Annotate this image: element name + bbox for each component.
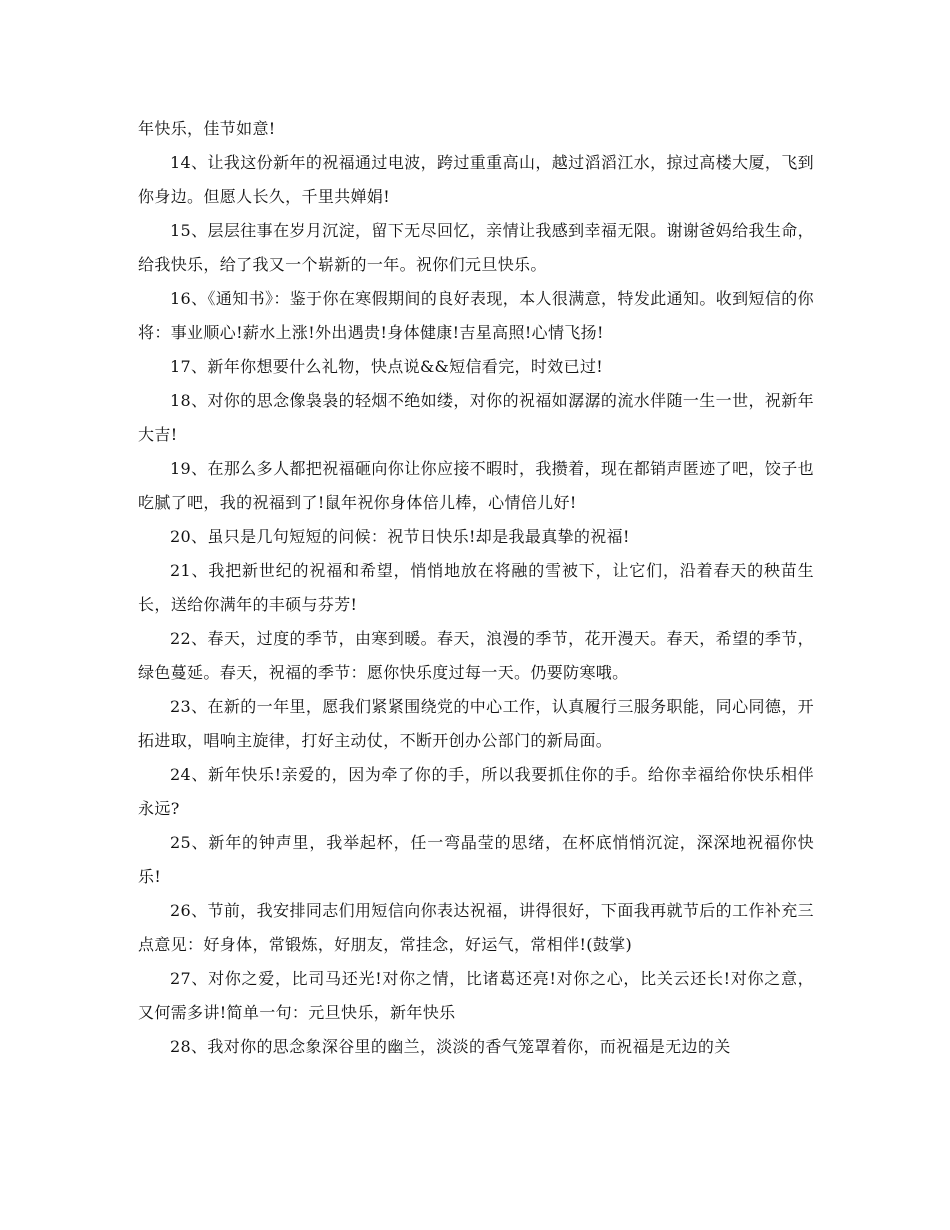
paragraph-21: 21、我把新世纪的祝福和希望，悄悄地放在将融的雪被下，让它们，沿着春天的秧苗生长，送给你满年的丰硕与芬芳! [138, 561, 814, 614]
paragraph-continued: 年快乐，佳节如意! [138, 119, 276, 138]
document-page [138, 112, 814, 1064]
paragraph-14: 14、让我这份新年的祝福通过电波，跨过重重高山，越过滔滔江水，掠过高楼大厦，飞到你身边。但愿人长久，千里共婵娟! [138, 153, 814, 206]
paragraph-15: 15、层层往事在岁月沉淀，留下无尽回忆，亲情让我感到幸福无限。谢谢爸妈给我生命，给我快乐，给了我又一个崭新的一年。祝你们元旦快乐。 [138, 221, 814, 274]
paragraph-16: 16、《通知书》：鉴于你在寒假期间的良好表现，本人很满意，特发此通知。收到短信的你将：事业顺心!薪水上涨!外出遇贵!身体健康!吉星高照!心情飞扬! [138, 289, 814, 342]
paragraph-20: 20、虽只是几句短短的问候：祝节日快乐!却是我最真挚的祝福! [170, 527, 630, 546]
paragraph-26: 26、节前，我安排同志们用短信向你表达祝福，讲得很好，下面我再就节后的工作补充三点意见：好身体，常锻炼，好朋友，常挂念，好运气，常相伴!(鼓掌) [138, 901, 814, 954]
paragraph-18: 18、对你的思念像袅袅的轻烟不绝如缕，对你的祝福如潺潺的流水伴随一生一世，祝新年大吉! [138, 391, 814, 444]
paragraph-24: 24、新年快乐!亲爱的，因为牵了你的手，所以我要抓住你的手。给你幸福给你快乐相伴永远? [138, 765, 814, 818]
paragraph-27: 27、对你之爱，比司马还光!对你之情，比诸葛还亮!对你之心，比关云还长!对你之意，又何需多讲!简单一句：元旦快乐，新年快乐 [138, 969, 814, 1022]
paragraph-23: 23、在新的一年里，愿我们紧紧围绕党的中心工作，认真履行三服务职能，同心同德，开拓进取，唱响主旋律，打好主动仗，不断开创办公部门的新局面。 [138, 697, 814, 750]
paragraph-19: 19、在那么多人都把祝福砸向你让你应接不暇时，我攒着，现在都销声匿迹了吧，饺子也吃腻了吧，我的祝福到了!鼠年祝你身体倍儿棒，心情倍儿好! [138, 459, 814, 512]
paragraph-28: 28、我对你的思念象深谷里的幽兰，淡淡的香气笼罩着你，而祝福是无边的关 [170, 1037, 731, 1056]
paragraph-25: 25、新年的钟声里，我举起杯，任一弯晶莹的思绪，在杯底悄悄沉淀，深深地祝福你快乐! [138, 833, 814, 886]
paragraph-17: 17、新年你想要什么礼物，快点说&&短信看完，时效已过! [170, 357, 604, 376]
paragraph-22: 22、春天，过度的季节，由寒到暖。春天，浪漫的季节，花开漫天。春天，希望的季节，绿色蔓延。春天，祝福的季节：愿你快乐度过每一天。仍要防寒哦。 [138, 629, 814, 682]
